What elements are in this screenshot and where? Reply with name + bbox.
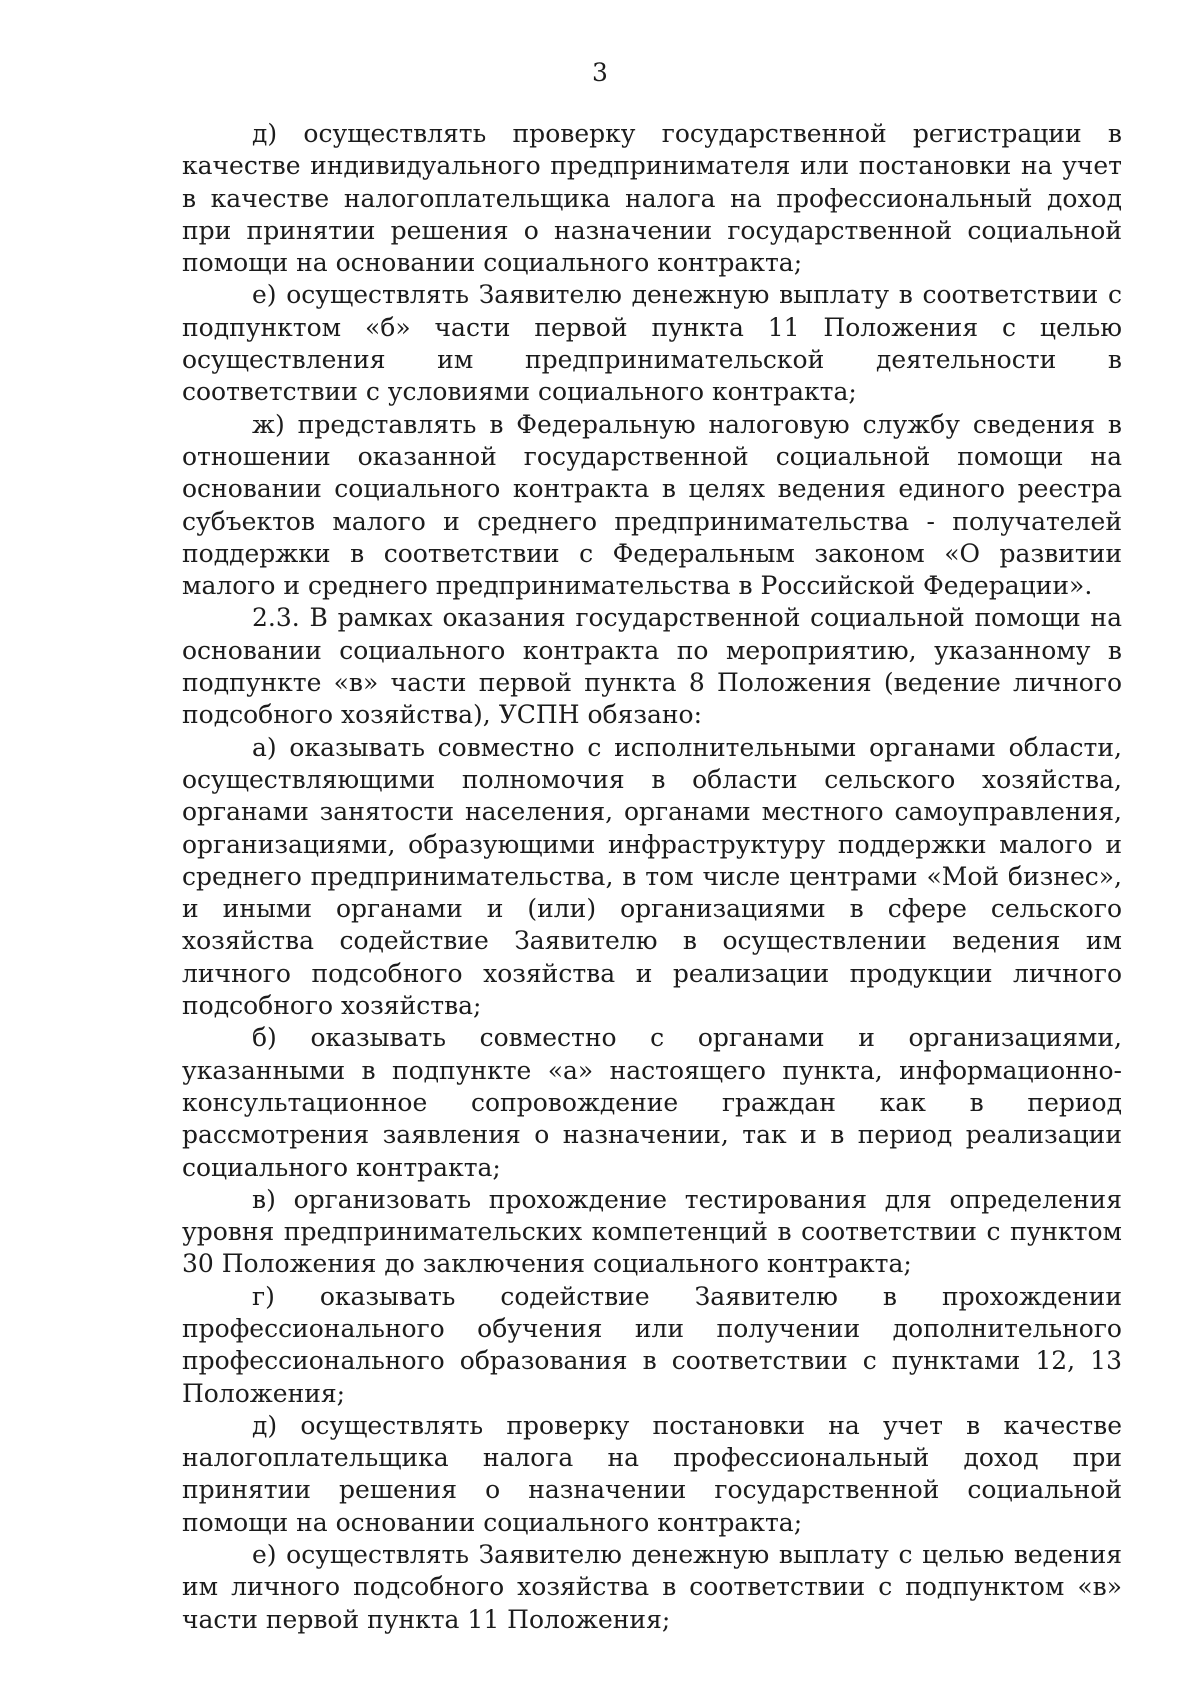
paragraph-e-household-payment: е) осуществлять Заявителю денежную выплату с целью ведения им личного подсобного хозяйства в соответствии с подпунктом «в» части первой пункта 11 Положения;: [182, 1540, 1122, 1634]
paragraph-d-tax-registration-check: д) осуществлять проверку постановки на учет в качестве налогоплательщика налога на профессиональный доход при принятии решения о назначении государственной социальной помощи на основании социального контракта;: [182, 1410, 1122, 1537]
paragraph-zh-tax-service-report: ж) представлять в Федеральную налоговую службу сведения в отношении оказанной государственной социальной помощи на основании социального контракта в целях ведения единого реестра субъектов малого и среднего предпринимательства - получателей поддержки в соответствии с Федеральным законом «О развитии малого и среднего предпринимательства в Российской Федерации».: [182, 409, 1122, 601]
page-number: 3: [592, 58, 608, 87]
paragraph-d-registration-check: д) осуществлять проверку государственной регистрации в качестве индивидуального предпринимателя или постановки на учет в качестве налогоплательщика налога на профессиональный доход при принятии решения о назначении государственной социальной помощи на основании социального контракта;: [182, 119, 1122, 278]
paragraph-a-assistance: а) оказывать совместно с исполнительными органами области, осуществляющими полномочия в области сельского хозяйства, органами занятости населения, органами местного самоуправления, организациями, образующими инфраструктуру поддержки малого и среднего предпринимательства, в том числе центрами «Мой бизнес», и иными органами и (или) организациями в сфере сельского хозяйства содействие Заявителю в осуществлении ведения им личного подсобного хозяйства и реализации продукции личного подсобного хозяйства;: [182, 732, 1122, 1021]
paragraph-2-3-household-farming: 2.3. В рамках оказания государственной социальной помощи на основании социального контракта по мероприятию, указанному в подпункте «в» части первой пункта 8 Положения (ведение личного подсобного хозяйства), УСПН обязано:: [182, 603, 1122, 730]
document-body: [182, 118, 1122, 1636]
paragraph-b-consulting: б) оказывать совместно с органами и организациями, указанными в подпункте «а» настоящего пункта, информационно-консультационное сопровождение граждан как в период рассмотрения заявления о назначении, так и в период реализации социального контракта;: [182, 1023, 1122, 1182]
paragraph-g-training: г) оказывать содействие Заявителю в прохождении профессионального обучения или получении дополнительного профессионального образования в соответствии с пунктами 12, 13 Положения;: [182, 1281, 1122, 1408]
paragraph-v-testing: в) организовать прохождение тестирования для определения уровня предпринимательских компетенций в соответствии с пунктом 30 Положения до заключения социального контракта;: [182, 1184, 1122, 1279]
paragraph-e-business-payment: е) осуществлять Заявителю денежную выплату в соответствии с подпунктом «б» части первой пункта 11 Положения с целью осуществления им предпринимательской деятельности в соответствии с условиями социального контракта;: [182, 280, 1122, 407]
